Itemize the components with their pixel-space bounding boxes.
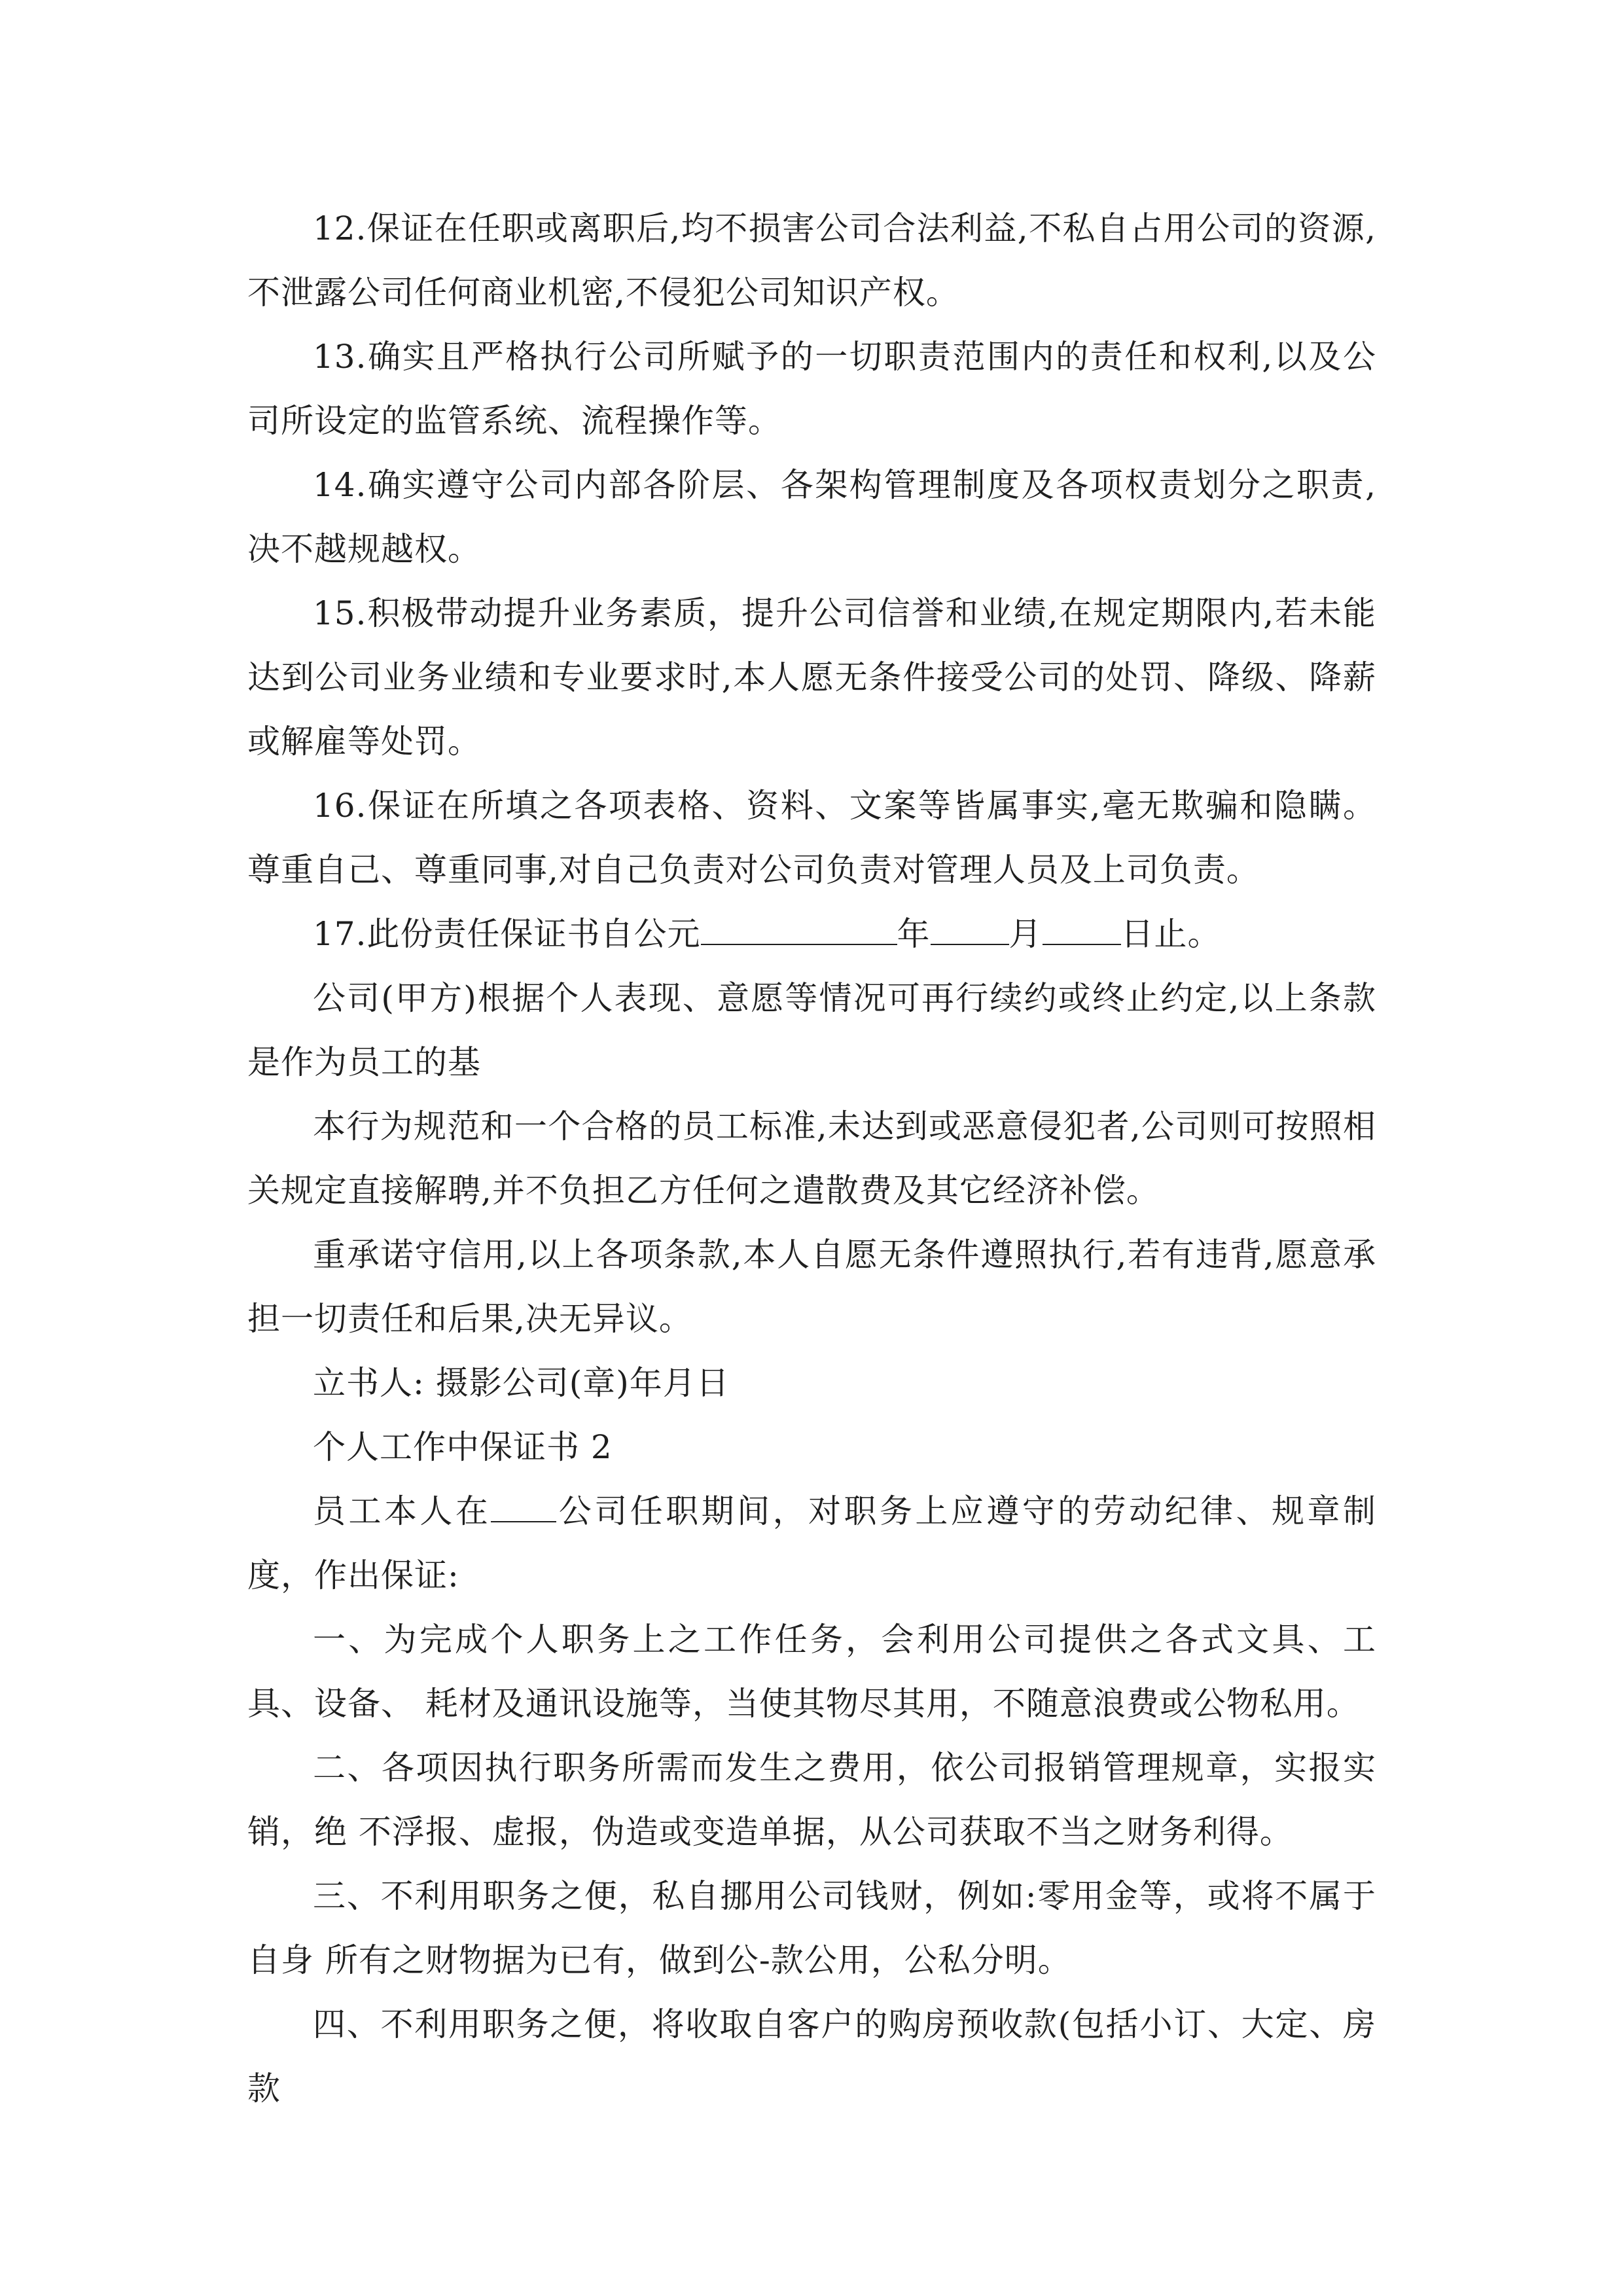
document-body — [247, 196, 1376, 2121]
clause-16: 16.保证在所填之各项表格、资料、文案等皆属事实,毫无欺骗和隐瞒。 尊重自己、尊重同事,对自己负责对公司负责对管理人员及上司负责。 — [247, 787, 1376, 889]
day-label: 日止。 — [1120, 915, 1221, 953]
clause-15: 15.积极带动提升业务素质，提升公司信誉和业绩,在规定期限内,若未能达到公司业务业绩和专业要求时,本人愿无条件接受公司的处罚、降级、降薪或解雇等处罚。 — [247, 594, 1376, 761]
company-renewal-paragraph: 公司(甲方)根据个人表现、意愿等情况可再行续约或终止约定,以上条款是作为员工的基 — [247, 979, 1376, 1081]
intro-paragraph — [247, 1479, 1376, 1607]
day-blank — [1043, 905, 1121, 945]
intro-after: 公司任职期间，对职务上应遵守的劳动纪律、规章制度，作出保证: — [247, 1492, 1377, 1594]
year-blank — [701, 905, 897, 945]
company-blank — [491, 1482, 556, 1522]
month-blank — [931, 905, 1009, 945]
clause-12: 12.保证在任职或离职后,均不损害公司合法利益,不私自占用公司的资源,不泄露公司任何商业机密,不侵犯公司知识产权。 — [247, 209, 1376, 312]
month-label: 月 — [1008, 915, 1043, 953]
item-1: 一、为完成个人职务上之工作任务，会利用公司提供之各式文具、工具、设备、 耗材及通讯设施等，当使其物尽其用，不随意浪费或公物私用。 — [247, 1621, 1376, 1723]
section-title-2: 个人工作中保证书 2 — [313, 1428, 613, 1466]
conduct-norms-paragraph: 本行为规范和一个合格的员工标准,未达到或恶意侵犯者,公司则可按照相关规定直接解聘,并不负担乙方任何之遣散费及其它经济补偿。 — [247, 1107, 1376, 1210]
item-2: 二、各项因执行职务所需而发生之费用，依公司报销管理规章，实报实销，绝 不浮报、虚报，伪造或变造单据，从公司获取不当之财务利得。 — [247, 1749, 1376, 1851]
year-label: 年 — [897, 915, 931, 953]
promise-paragraph: 重承诺守信用,以上各项条款,本人自愿无条件遵照执行,若有违背,愿意承担一切责任和后果,决无异议。 — [247, 1236, 1376, 1338]
item-3: 三、不利用职务之便，私自挪用公司钱财，例如:零用金等，或将不属于自身 所有之财物据为已有，做到公-款公用，公私分明。 — [247, 1877, 1376, 1979]
signer-line: 立书人: 摄影公司(章)年月日 — [313, 1364, 730, 1402]
clause-17 — [247, 902, 1376, 966]
clause-14: 14.确实遵守公司内部各阶层、各架构管理制度及各项权责划分之职责,决不越规越权。 — [247, 466, 1376, 568]
intro-before: 员工本人在 — [313, 1492, 491, 1530]
clause-17-prefix: 17.此份责任保证书自公元 — [313, 915, 701, 953]
item-4: 四、不利用职务之便，将收取自客户的购房预收款(包括小订、大定、房款 — [247, 2005, 1376, 2108]
clause-13: 13.确实且严格执行公司所赋予的一切职责范围内的责任和权利,以及公司所设定的监管系统、流程操作等。 — [247, 338, 1376, 440]
